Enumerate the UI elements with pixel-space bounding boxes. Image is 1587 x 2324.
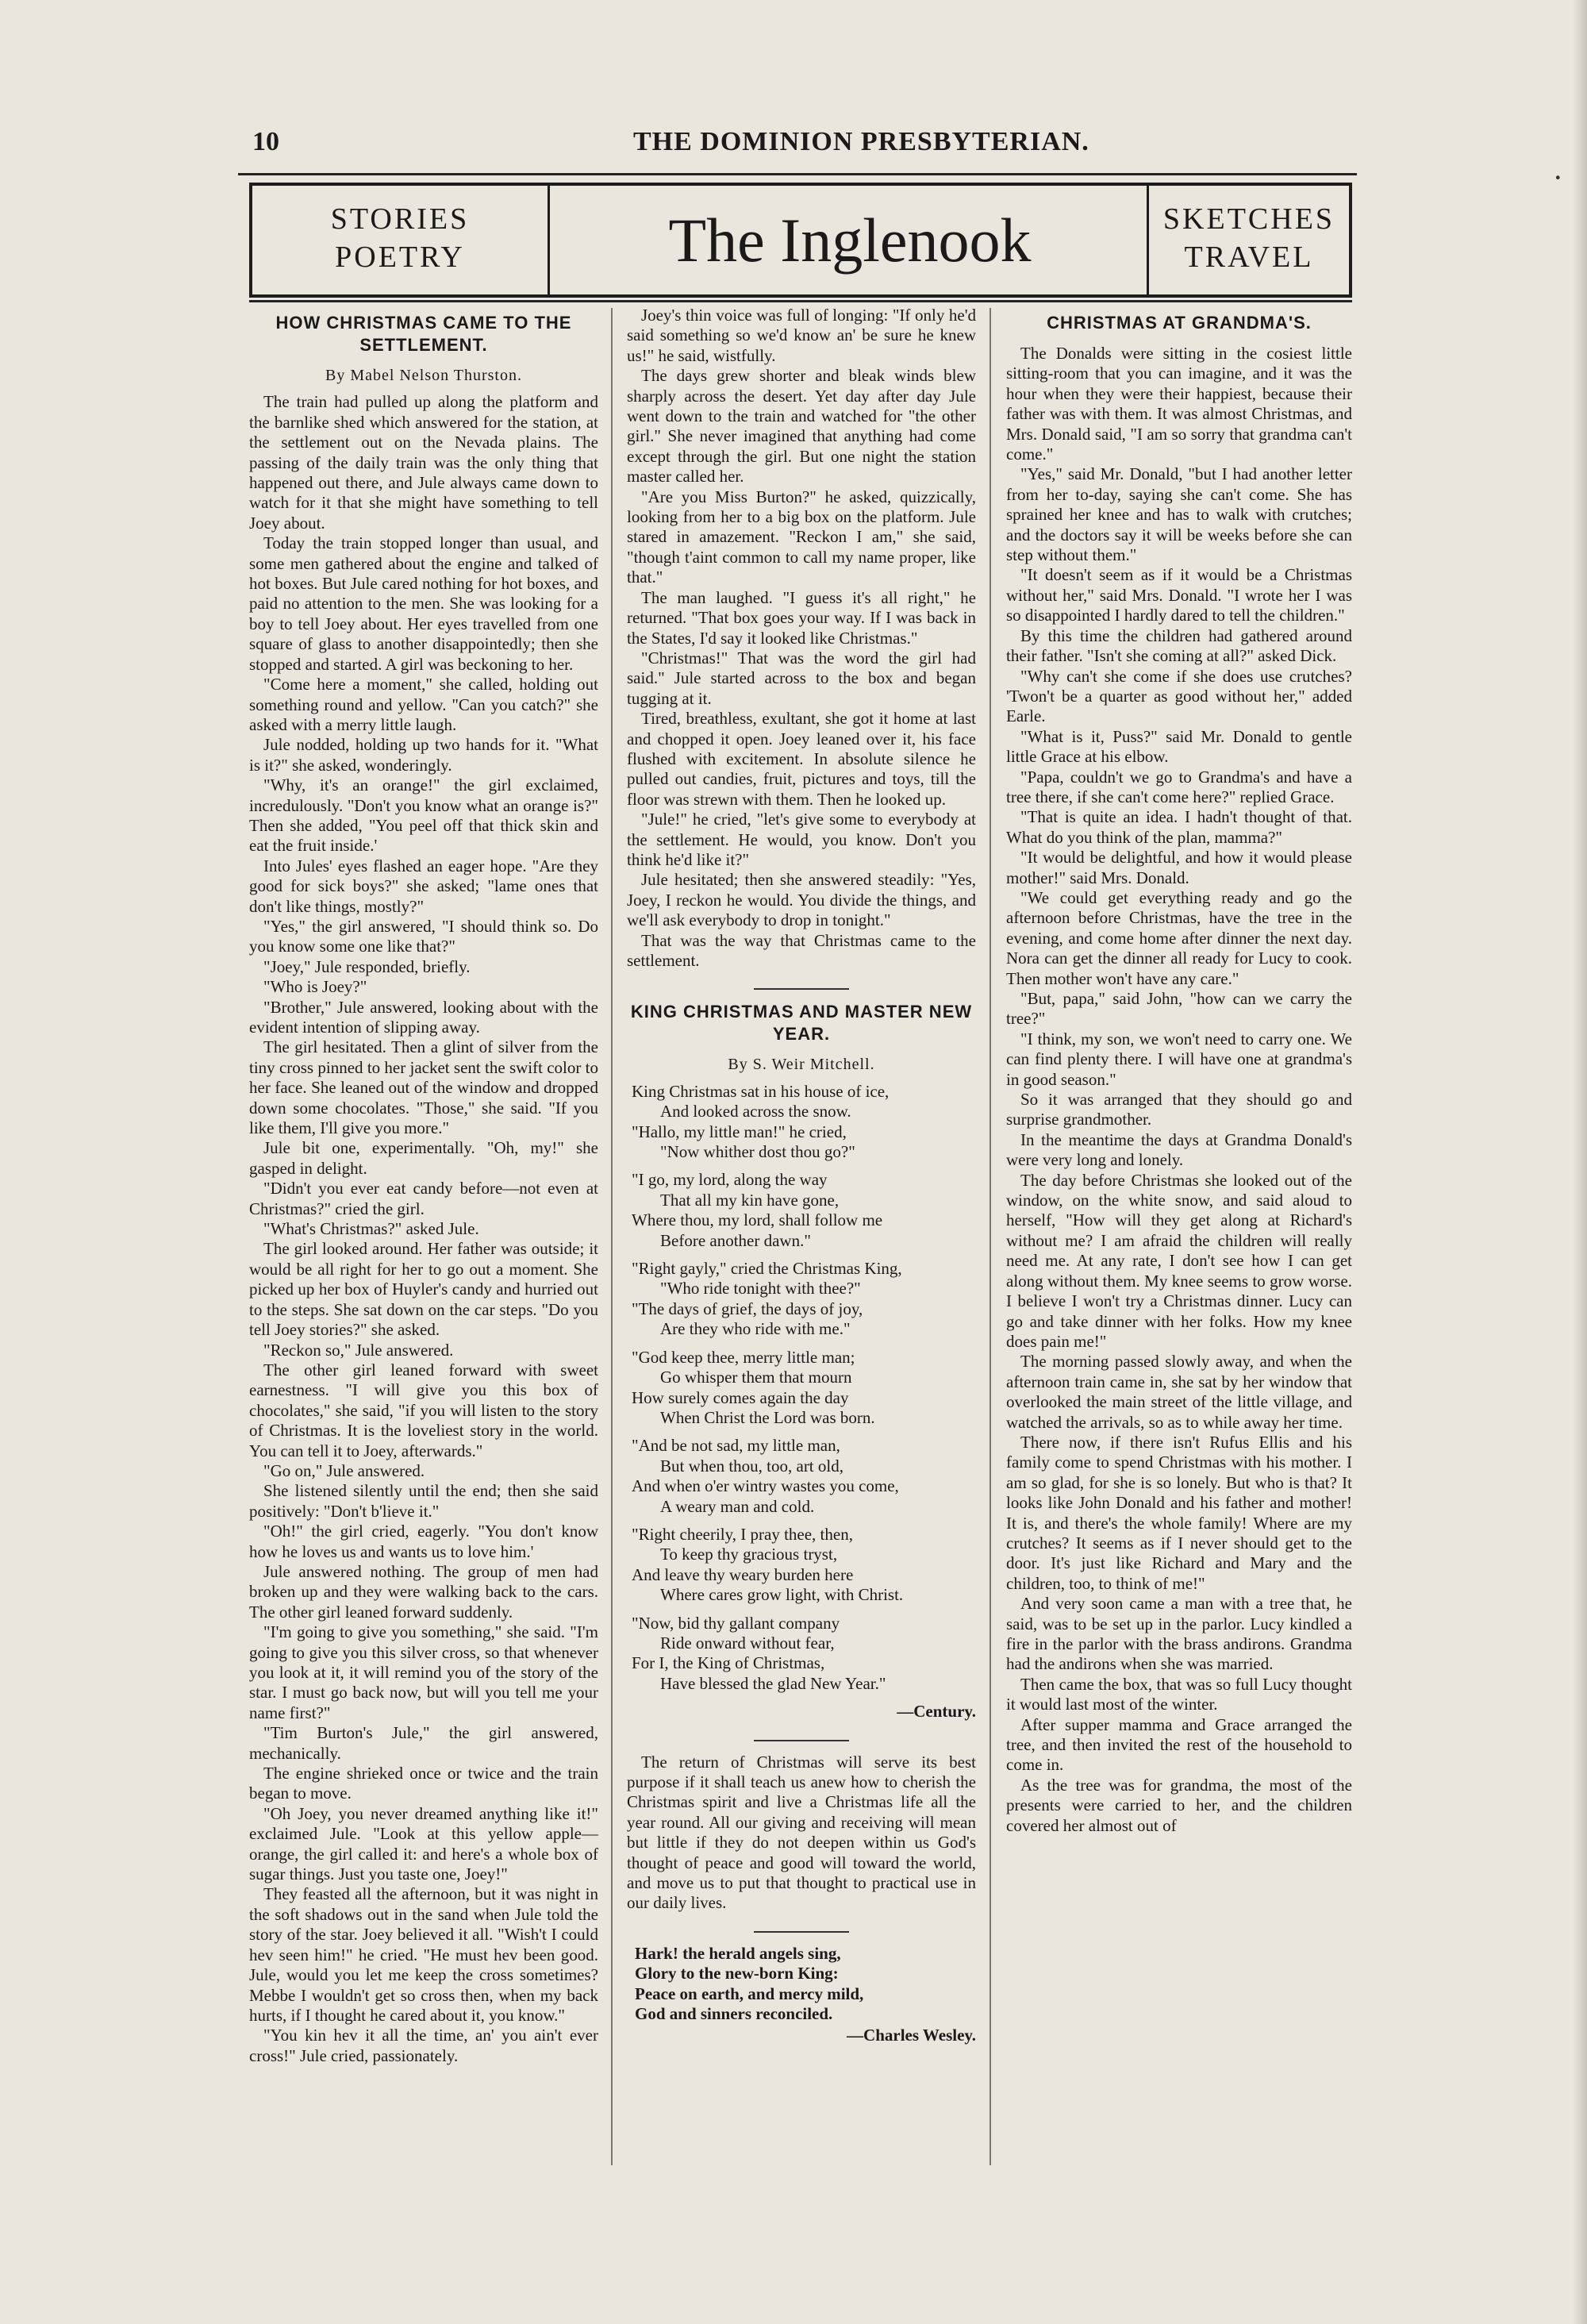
- poem-line: "The days of grief, the days of joy,: [632, 1299, 863, 1318]
- poem-line: Go whisper them that mourn: [660, 1368, 852, 1387]
- poem-line: Are they who ride with me.": [660, 1319, 851, 1339]
- banner-label-travel: TRAVEL: [1184, 240, 1314, 274]
- poem-line: "And be not sad, my little man,: [632, 1436, 840, 1456]
- poem-stanza: [632, 1082, 976, 1163]
- poem-line: "Who ride tonight with thee?": [660, 1279, 861, 1299]
- paragraph: The engine shrieked once or twice and the train began to move.: [249, 1764, 598, 1803]
- paragraph: After supper mamma and Grace arranged the tree, and then invited the rest of the household to come in.: [1006, 1714, 1352, 1775]
- column-middle: [627, 306, 976, 2046]
- paragraph: "It doesn't seem as if it would be a Christmas without her," said Mrs. Donald. "I wrote her I was so disappointed I hardly dared to tell the children.": [1006, 565, 1352, 625]
- hymn-line: Peace on earth, and mercy mild,: [635, 1983, 864, 2003]
- banner-label-poetry: POETRY: [335, 240, 465, 274]
- story-continued: [627, 306, 976, 971]
- poem-stanza: [632, 1525, 976, 1606]
- paragraph: "Why, it's an orange!" the girl exclaimed, incredulously. "Don't you know what an orange is?" Then she added, "You peel off that thick skin and eat the fruit inside.': [249, 775, 598, 856]
- paragraph: "I'm going to give you something," she said. "I'm going to give you this silver cross, so that whenever you look at it, it will remind you of the story of the star. I must go back now, but will you tell me your name first?": [249, 1622, 598, 1722]
- column-rule: [989, 308, 991, 2165]
- paper-name: THE DOMINION PRESBYTERIAN.: [633, 127, 1089, 156]
- poem-byline: By S. Weir Mitchell.: [728, 1056, 875, 1074]
- poem-line: A weary man and cold.: [660, 1496, 815, 1516]
- column-rule: [611, 308, 613, 2165]
- paragraph: "That is quite an idea. I hadn't thought of that. What do you think of the plan, mamma?": [1006, 807, 1352, 847]
- paragraph: Jule bit one, experimentally. "Oh, my!" she gasped in delight.: [249, 1138, 598, 1178]
- paragraph: "Oh Joey, you never dreamed anything like it!" exclaimed Jule. "Look at this yellow apple—orange, the girl called it: and here's a whole box of sugar things. Just you taste one, Joey!": [249, 1803, 598, 1884]
- section-divider: [754, 1931, 849, 1933]
- poem-line: Where thou, my lord, shall follow me: [632, 1210, 883, 1230]
- paragraph: The girl hesitated. Then a glint of silver from the tiny cross pinned to her jacket sent the swift color to her face. She leaned out of the window and dropped down some chocolates. "Those," she said. "If you like them, I'll give you more.": [249, 1037, 598, 1138]
- story-body: [1006, 344, 1352, 1836]
- poem-line: "Hallo, my little man!" he cried,: [632, 1122, 847, 1141]
- paragraph: Jule hesitated; then she answered steadily: "Yes, Joey, I reckon he would. You divide the things, and we'll ask everybody to drop in tonight.": [627, 870, 976, 930]
- banner-right: [1147, 186, 1349, 294]
- section-divider: [754, 988, 849, 990]
- poem-line: Before another dawn.": [660, 1230, 811, 1250]
- paragraph: The day before Christmas she looked out of the window, on the white snow, and said aloud to herself, "How will they get along at Richard's without me? I am afraid the children will really need me. At any rate, I don't see how I can get along without them. My knee seems to grow worse. I believe I won't try a Christmas dinner. Lucy can go and take dinner with her folks. How my knee does pain me!": [1006, 1170, 1352, 1351]
- story-title: CHRISTMAS AT GRANDMA'S.: [1047, 313, 1312, 333]
- paragraph: Tired, breathless, exultant, she got it home at last and chopped it open. Joey leaned over it, his face flushed with excitement. In absolute silence he pulled out candies, fruit, pictures and toys, till the floor was strewn with them. Then he looked up.: [627, 709, 976, 809]
- poem-stanza: [632, 1436, 976, 1517]
- paragraph: "Who is Joey?": [263, 977, 367, 997]
- paragraph: By this time the children had gathered around their father. "Isn't she coming at all?" asked Dick.: [1006, 625, 1352, 666]
- paragraph: She listened silently until the end; then she said positively: "Don't b'lieve it.": [249, 1481, 598, 1521]
- story-byline: By Mabel Nelson Thurston.: [325, 367, 522, 384]
- paragraph: And very soon came a man with a tree that, he said, was to be set up in the parlor. Lucy kindled a fire in the parlor with the brass andirons. Grandma had the andirons when she was married.: [1006, 1594, 1352, 1674]
- paragraph: As the tree was for grandma, the most of the presents were carried to her, and the children covered her almost out of: [1006, 1775, 1352, 1835]
- paragraph: The girl looked around. Her father was outside; it would be all right for her to go out a moment. She picked up her box of Huyler's candy and hurried out to the steps. She sat down on the car steps. "Do you tell Joey stories?" she asked.: [249, 1239, 598, 1340]
- poem-line: When Christ the Lord was born.: [660, 1407, 875, 1427]
- poem-line: "Now, bid thy gallant company: [632, 1613, 840, 1633]
- paragraph: There now, if there isn't Rufus Ellis and his family come to spend Christmas with his mother. I am so glad, for she is so lonely. But who is that? It looks like John Donald and his father and mother! It is, and there's the whole family! Where are my crutches? It seems as if I never should get to the door. It's just like Richard and Mary and the children, too, to think of me!": [1006, 1432, 1352, 1593]
- banner-label-stories: STORIES: [330, 202, 470, 236]
- paragraph: Today the train stopped longer than usual, and some men gathered about the engine and talked of hot boxes. But Jule cared nothing for hot boxes, and paid no attention to the men. She was looking for a boy to tell Joey about. Her eyes travelled from one square of glass to another disappointedly; then she stopped and started. A girl was beckoning to her.: [249, 533, 598, 674]
- poem-line: Have blessed the glad New Year.": [660, 1673, 886, 1693]
- poem-line: King Christmas sat in his house of ice,: [632, 1081, 890, 1101]
- hymn-line: God and sinners reconciled.: [635, 2004, 833, 2024]
- header-rule: [238, 173, 1357, 175]
- poem-line: "Right cheerily, I pray thee, then,: [632, 1524, 853, 1544]
- paragraph: Joey's thin voice was full of longing: "If only he'd said something so we'd know an' be sure he knew us!" he said, wistfully.: [627, 306, 976, 365]
- poem-line: That all my kin have gone,: [660, 1190, 840, 1210]
- paragraph: "It would be delightful, and how it would please mother!" said Mrs. Donald.: [1006, 848, 1352, 887]
- poem-line: "Right gayly," cried the Christmas King,: [632, 1259, 902, 1279]
- paragraph: The man laughed. "I guess it's all right," he returned. "That box goes your way. If I was back in the States, I'd say it looked like Christmas.": [627, 587, 976, 648]
- section-title: The Inglenook: [668, 206, 1032, 275]
- paragraph: "Jule!" he cried, "let's give some to everybody at the settlement. He would, you know. Don't you think he'd like it?": [627, 810, 976, 869]
- poem-line: For I, the King of Christmas,: [632, 1653, 825, 1673]
- poem-title: KING CHRISTMAS AND MASTER NEW YEAR.: [630, 1002, 973, 1045]
- page-number: 10: [252, 127, 279, 156]
- poem-line: And when o'er wintry wastes you come,: [632, 1476, 899, 1496]
- editorial-note: The return of Christmas will serve its best purpose if it shall teach us anew how to cherish the Christmas spirit and live a Christmas life all the year round. All our giving and receiving will mean but little if they do not deepen within us God's thought of peace and good will toward the world, and move us to put that thought to practical use in our daily lives.: [627, 1752, 976, 1913]
- paragraph: "Yes," the girl answered, "I should think so. Do you know some one like that?": [249, 916, 598, 956]
- paragraph: "Come here a moment," she called, holding out something round and yellow. "Can you catch?" she asked with a merry little laugh.: [249, 675, 598, 734]
- paragraph: The morning passed slowly away, and when the afternoon train came in, she sat by her window that overlooked the main street of the little village, and watched the arrivals, so as to while away her time.: [1006, 1352, 1352, 1432]
- section-banner: [249, 183, 1352, 298]
- story-body: [249, 392, 598, 2066]
- paragraph: The other girl leaned forward with sweet earnestness. "I will give you this box of chocolates," she said, "if you will listen to the story of Christmas. It is the loveliest story in the world. You can tell it to Joey, afterwards.": [249, 1360, 598, 1460]
- scan-edge: [1573, 0, 1587, 2324]
- paragraph: "Are you Miss Burton?" he asked, quizzically, looking from her to a big box on the platform. Jule stared in amazement. "Reckon I am," she said, "though t'aint common to call my name proper, like that.": [627, 487, 976, 587]
- paragraph: "Oh!" the girl cried, eagerly. "You don't know how he loves us and wants us to love him.': [249, 1522, 598, 1561]
- banner-label-sketches: SKETCHES: [1162, 202, 1335, 236]
- paragraph: So it was arranged that they should go and surprise grandmother.: [1006, 1090, 1352, 1129]
- poem-line: "Now whither dost thou go?": [660, 1142, 855, 1162]
- poem-line: Where cares grow light, with Christ.: [660, 1585, 904, 1605]
- paragraph: "Christmas!" That was the word the girl had said." Jule started across to the box and began tugging at it.: [627, 648, 976, 708]
- poem-line: To keep thy gracious tryst,: [660, 1545, 838, 1564]
- poem-stanza: [632, 1259, 976, 1340]
- column-right: [1006, 306, 1352, 1836]
- running-head: [252, 127, 1347, 167]
- banner-center: [551, 186, 1149, 294]
- poem-stanza: [632, 1614, 976, 1695]
- paragraph: "But, papa," said John, "how can we carry the tree?": [1006, 989, 1352, 1029]
- paragraph: "We could get everything ready and go the afternoon before Christmas, have the tree in the evening, and come home after dinner the next day. Nora can get the dinner all ready for Lucy to cook. Then mother won't have any care.": [1006, 887, 1352, 988]
- paragraph: "Brother," Jule answered, looking about with the evident intention of slipping away.: [249, 997, 598, 1037]
- banner-rule: [249, 300, 1352, 302]
- hymn-line: Hark! the herald angels sing,: [635, 1943, 841, 1963]
- poem-line: And looked across the snow.: [660, 1102, 851, 1122]
- margin-mark: ·: [1552, 160, 1563, 195]
- paragraph: "Yes," said Mr. Donald, "but I had another letter from her to-day, saying she can't come. She has sprained her knee and has to walk with crutches; and the doctors say it will be weeks before she can step without them.": [1006, 464, 1352, 565]
- paragraph: "Why can't she come if she does use crutches? 'Twon't be a quarter as good without her," added Earle.: [1006, 666, 1352, 726]
- banner-left: [252, 186, 550, 294]
- poem-line: And leave thy weary burden here: [632, 1564, 854, 1584]
- paragraph: Into Jules' eyes flashed an eager hope. "Are they good for sick boys?" she asked; "lame ones that don't like things, mostly?": [249, 856, 598, 916]
- hymn-line: Glory to the new-born King:: [635, 1964, 839, 1983]
- story-title: HOW CHRISTMAS CAME TO THE SETTLEMENT.: [275, 313, 572, 355]
- hymn-author: —Charles Wesley.: [847, 2026, 976, 2045]
- poem-stanza: [632, 1348, 976, 1429]
- paragraph: "Papa, couldn't we go to Grandma's and have a tree there, if she can't come here?" replied Grace.: [1006, 767, 1352, 806]
- poem-line: But when thou, too, art old,: [660, 1456, 843, 1476]
- poem-line: "God keep thee, merry little man;: [632, 1347, 855, 1367]
- paragraph: Jule answered nothing. The group of men had broken up and they were walking back to the cars. The other girl leaned forward suddenly.: [249, 1561, 598, 1622]
- poem-stanza: [632, 1170, 976, 1251]
- poem-line: "I go, my lord, along the way: [632, 1170, 828, 1190]
- paragraph: The train had pulled up along the platform and the barnlike shed which answered for the station, at the settlement out on the Nevada plains. The passing of the daily train was the only thing that happened out there, and Jule always came down to watch for it that she might have something to tell Joey about.: [249, 392, 598, 533]
- poem-source: —Century.: [897, 1702, 976, 1722]
- paragraph: "Didn't you ever eat candy before—not even at Christmas?" cried the girl.: [249, 1179, 598, 1218]
- paragraph: "You kin hev it all the time, an' you ain't ever cross!" Jule cried, passionately.: [249, 2026, 598, 2065]
- paragraph: Jule nodded, holding up two hands for it. "What is it?" she asked, wonderingly.: [249, 735, 598, 775]
- paragraph: "Tim Burton's Jule," the girl answered, mechanically.: [249, 1723, 598, 1763]
- poem-line: How surely comes again the day: [632, 1387, 849, 1407]
- paragraph: In the meantime the days at Grandma Donald's were very long and lonely.: [1006, 1129, 1352, 1170]
- section-divider: [754, 1740, 849, 1741]
- paragraph: "What is it, Puss?" said Mr. Donald to gentle little Grace at his elbow.: [1006, 726, 1352, 767]
- paragraph: The Donalds were sitting in the cosiest little sitting-room that you can imagine, and it was the hour when they were their happiest, because their father was with them. It was almost Christmas, and Mrs. Donald said, "I am so sorry that grandma can't come.": [1006, 344, 1352, 464]
- paragraph: "Joey," Jule responded, briefly.: [263, 956, 471, 976]
- poem-line: Ride onward without fear,: [660, 1633, 835, 1653]
- paragraph: They feasted all the afternoon, but it was night in the soft shadows out in the sand when Jule told the story of the star. Joey believed it all. "Wish't I could hev seen him!" he cried. "He must hev been good. Jule, would you let me keep the cross sometimes? Mebbe I wouldn't get so cross then, when my back hurts, if I thought he cared about it, you know.": [249, 1884, 598, 2025]
- paragraph: That was the way that Christmas came to the settlement.: [627, 930, 976, 970]
- paragraph: "I think, my son, we won't need to carry one. We can find plenty there. I will have one at grandma's in good season.": [1006, 1029, 1352, 1089]
- paragraph: "Reckon so," Jule answered.: [263, 1340, 454, 1360]
- hymn-verse: [635, 1944, 976, 2025]
- paragraph: "Go on," Jule answered.: [263, 1460, 425, 1480]
- paragraph: "What's Christmas?" asked Jule.: [263, 1219, 479, 1239]
- column-left: [249, 306, 598, 2066]
- paragraph: The days grew shorter and bleak winds blew sharply across the desert. Yet day after day Jule went down to the train and watched for "the other girl." She never imagined that anything had come except through the girl. But one night the station master called her.: [627, 366, 976, 487]
- poem-body: [632, 1082, 976, 1694]
- paragraph: Then came the box, that was so full Lucy thought it would last most of the winter.: [1006, 1674, 1352, 1714]
